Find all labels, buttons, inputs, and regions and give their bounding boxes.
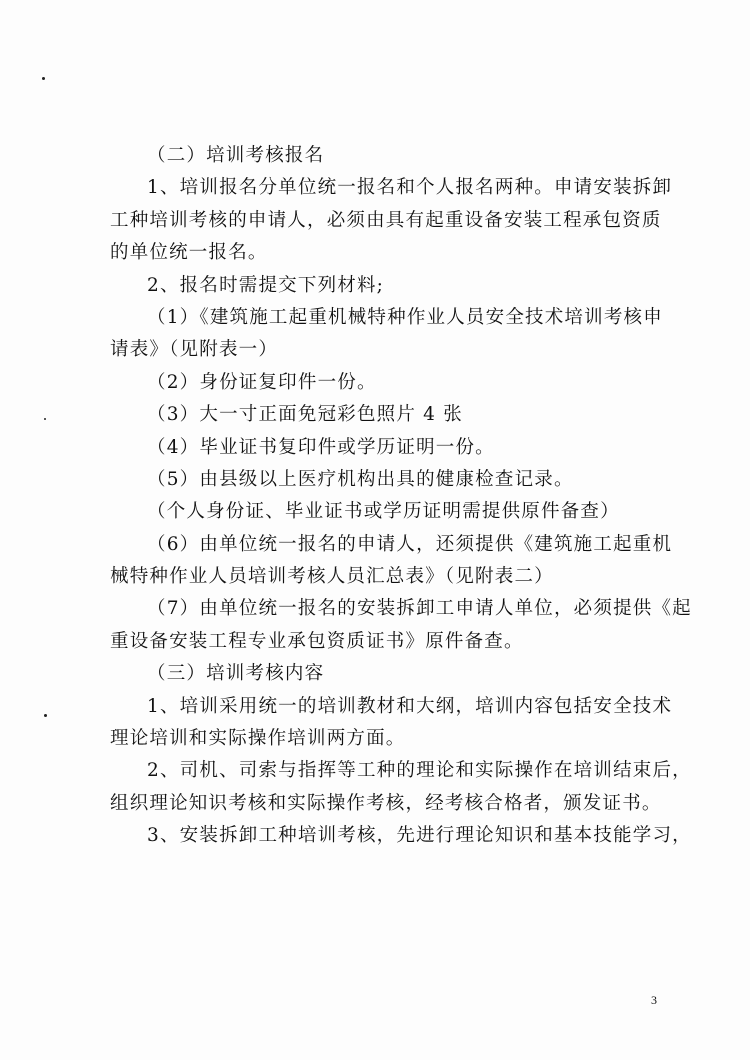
text-line: 组织理论知识考核和实际操作考核，经考核合格者，颁发证书。: [110, 792, 662, 814]
text-line: （5）由县级以上医疗机构出具的健康检查记录。: [147, 468, 574, 490]
text-line: （2）身份证复印件一份。: [147, 371, 377, 393]
text-line: 工种培训考核的申请人，必须由具有起重设备安装工程承包资质: [110, 209, 662, 231]
text-line: 2、报名时需提交下列材料;: [147, 274, 385, 296]
text-line: 重设备安装工程专业承包资质证书》原件备查。: [110, 630, 524, 652]
text-line: （3）大一寸正面免冠彩色照片 4 张: [147, 404, 463, 426]
text-line: （二）培训考核报名: [147, 145, 325, 166]
text-line: 的单位统一报名。: [110, 242, 268, 264]
text-line: （个人身份证、毕业证书或学历证明需提供原件备查）: [147, 501, 620, 523]
text-line: 1、培训报名分单位统一报名和个人报名两种。申请安装拆卸: [147, 177, 673, 199]
text-line: （7）由单位统一报名的安装拆卸工申请人单位，必须提供《起: [147, 598, 692, 620]
document-body: [110, 140, 692, 853]
scan-speck: [44, 714, 47, 717]
text-line: 1、培训采用统一的培训教材和大纲，培训内容包括安全技术: [147, 695, 673, 717]
text-line: （1）《建筑施工起重机械特种作业人员安全技术培训考核申: [147, 306, 663, 328]
text-line: 3、安装拆卸工种培训考核，先进行理论知识和基本技能学习，: [147, 825, 692, 847]
text-line: （4）毕业证书复印件或学历证明一份。: [147, 436, 495, 458]
page-number: 3: [651, 993, 657, 1007]
text-line: 械特种作业人员培训考核人员汇总表》（见附表二）: [110, 566, 554, 588]
text-line: 2、司机、司索与指挥等工种的理论和实际操作在培训结束后，: [147, 760, 692, 782]
text-line: （6）由单位统一报名的申请人，还须提供《建筑施工起重机: [147, 533, 673, 555]
scan-speck: [42, 77, 45, 80]
text-line: 理论培训和实际操作培训两方面。: [110, 728, 406, 750]
text-line: 请表》（见附表一）: [110, 339, 279, 361]
scan-speck: [44, 418, 46, 420]
text-line: （三）培训考核内容: [147, 663, 325, 685]
